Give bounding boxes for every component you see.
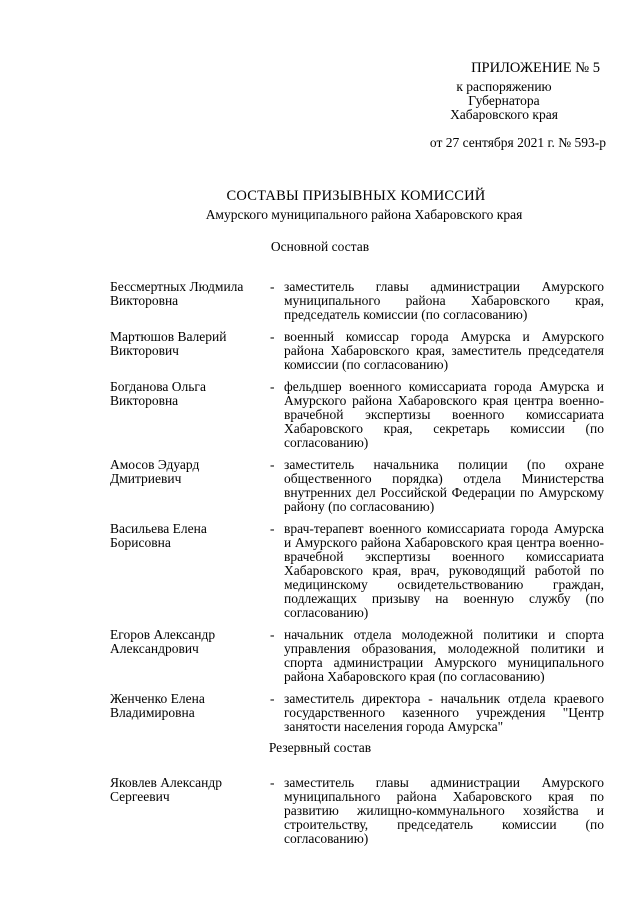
appendix-line-2: Губернатора: [468, 93, 540, 108]
member-row: [110, 280, 604, 322]
appendix-line-1: к распоряжению: [456, 79, 552, 94]
appendix-title: ПРИЛОЖЕНИЕ № 5: [471, 60, 600, 76]
member-dash: -: [270, 691, 275, 706]
appendix-date: от 27 сентября 2021 г. № 593-р: [429, 135, 606, 150]
member-name: Егоров Александр Александрович: [110, 627, 216, 656]
member-dash: -: [270, 457, 275, 472]
member-role: начальник отдела молодежной политики и спорта управления образования, молодежной политики и спорта администрации Амурского муниципального района Хабаровского края (по согласованию): [284, 627, 604, 684]
member-name: Богданова Ольга Викторовна: [110, 379, 206, 408]
member-dash: -: [270, 329, 275, 344]
member-row: [110, 776, 604, 846]
main-composition-heading: Основной состав: [270, 239, 370, 254]
appendix-line-3: Хабаровского края: [450, 107, 558, 122]
member-dash: -: [270, 775, 275, 790]
document-subtitle: Амурского муниципального района Хабаровского края: [205, 207, 523, 222]
appendix-block: [346, 60, 606, 150]
member-name: Амосов Эдуард Дмитриевич: [110, 457, 200, 486]
member-row: [110, 330, 604, 372]
document-titles: [0, 188, 640, 222]
member-name: Женченко Елена Владимировна: [110, 691, 205, 720]
member-role: заместитель директора - начальник отдела краевого государственного казенного учреждения "Центр занятости населения города Амурска": [284, 691, 604, 734]
member-role: фельдшер военного комиссариата города Амурска и Амурского района Хабаровского края центра военно-врачебной экспертизы военного комиссариата Хабаровского края, секретарь комиссии (по согласованию): [284, 379, 604, 450]
member-dash: -: [270, 521, 275, 536]
main-composition-list: [110, 280, 604, 742]
member-dash: -: [270, 279, 275, 294]
member-role: заместитель главы администрации Амурского муниципального района Хабаровского края, председатель комиссии (по согласованию): [284, 279, 604, 322]
member-dash: -: [270, 379, 275, 394]
member-row: [110, 380, 604, 450]
reserve-composition-list: [110, 776, 604, 854]
member-name: Васильева Елена Борисовна: [110, 521, 207, 550]
member-row: [110, 458, 604, 514]
member-role: военный комиссар города Амурска и Амурского района Хабаровского края, заместитель председателя комиссии (по согласованию): [284, 329, 604, 372]
member-role: врач-терапевт военного комиссариата города Амурска и Амурского района Хабаровского края центра военно-врачебной экспертизы военного комиссариата Хабаровского края, врач, руководящий работой по медицинскому освидетельствованию граждан, подлежащих призыву на военную службу (по согласованию): [284, 521, 604, 620]
reserve-composition-heading: Резервный состав: [268, 740, 372, 755]
document-title: СОСТАВЫ ПРИЗЫВНЫХ КОМИССИЙ: [226, 188, 486, 204]
member-role: заместитель главы администрации Амурского муниципального района Хабаровского края по развитию жилищно-коммунального хозяйства и строительству, председатель комиссии (по согласованию): [284, 775, 604, 846]
member-row: [110, 628, 604, 684]
member-dash: -: [270, 627, 275, 642]
member-row: [110, 522, 604, 620]
member-name: Бессмертных Людмила Викторовна: [110, 279, 244, 308]
member-role: заместитель начальника полиции (по охране общественного порядка) отдела Министерства внутренних дел Российской Федерации по Амурскому району (по согласованию): [284, 457, 604, 514]
member-name: Мартюшов Валерий Викторович: [110, 329, 227, 358]
member-name: Яковлев Александр Сергеевич: [110, 775, 222, 804]
member-row: [110, 692, 604, 734]
